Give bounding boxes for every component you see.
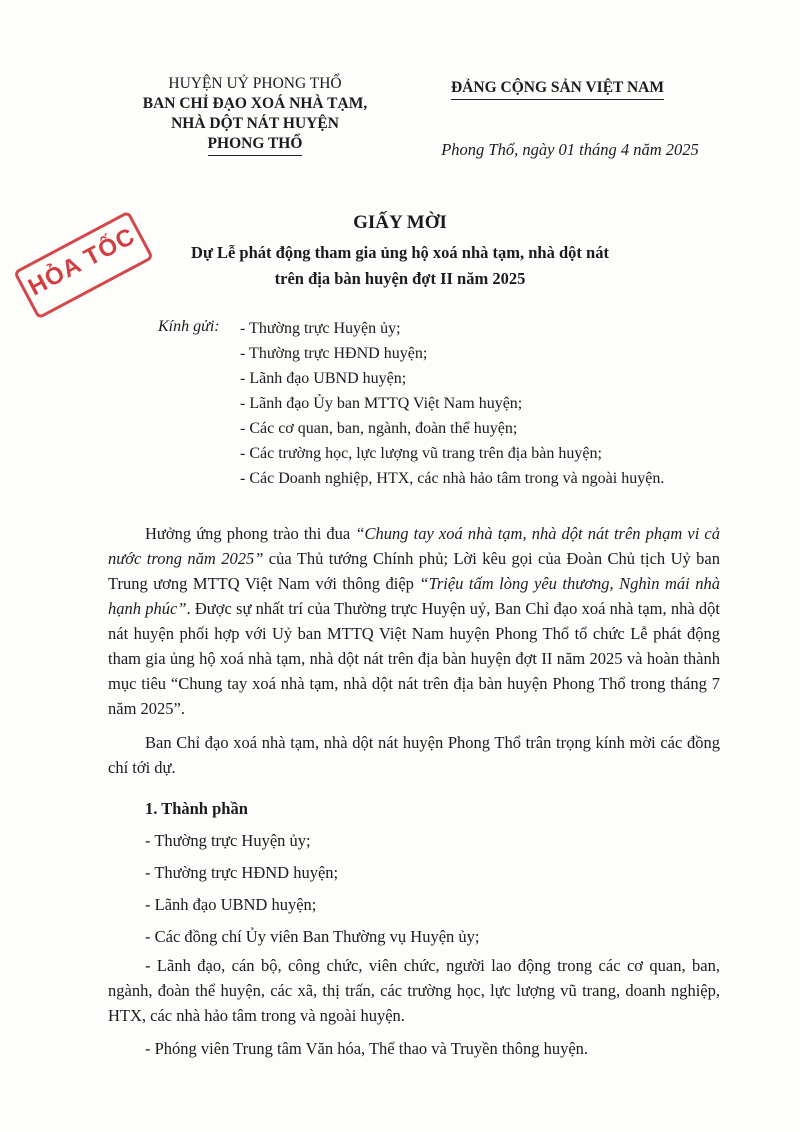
party-name: ĐẢNG CỘNG SẢN VIỆT NAM (451, 79, 664, 100)
recipients-label: Kính gửi: (158, 318, 220, 335)
body-paragraph-1: Hưởng ứng phong trào thi đua “Chung tay xoá nhà tạm, nhà dột nát trên phạm vi cả nước trong năm 2025” của Thủ tướng Chính phủ; Lời kêu gọi của Đoàn Chủ tịch Uỷ ban Trung ương MTTQ Việt Nam với thông điệp “Triệu tấm lòng yêu thương, Nghìn mái nhà hạnh phúc”. Được sự nhất trí của Thường trực Huyện uỷ, Ban Chỉ đạo xoá nhà tạm, nhà dột nát huyện phối hợp với Uỷ ban MTTQ Việt Nam huyện Phong Thổ tổ chức Lễ phát động tham gia ủng hộ xoá nhà tạm, nhà dột nát trên địa bàn huyện đợt II năm 2025 và hoàn thành mục tiêu “Chung tay xoá nhà tạm, nhà dột nát trên địa bàn huyện Phong Thổ trong tháng 7 năm 2025”. (108, 524, 721, 718)
message-quote: “Triệu tấm lòng yêu thương, Nghìn mái nhà hạnh phúc” (108, 574, 721, 618)
participant-paragraph: - Lãnh đạo, cán bộ, công chức, viên chức, người lao động trong các cơ quan, ban, ngành, đoàn thể huyện, các xã, thị trấn, các trường học, lực lượng vũ trang, doanh nghiệp, HTX, các nhà hảo tâm trong và ngoài huyện. (108, 956, 720, 1025)
issuer-header (110, 74, 400, 156)
campaign-quote: “Chung tay xoá nhà tạm, nhà dột nát trên phạm vi cả nước trong năm 2025” (108, 524, 720, 568)
body-paragraph-2: Ban Chỉ đạo xoá nhà tạm, nhà dột nát huyện Phong Thổ trân trọng kính mời các đồng chí tới dự. (108, 733, 720, 777)
participant-item: - Thường trực HĐND huyện; (145, 863, 339, 882)
invitation-body (108, 521, 720, 780)
recipient-item: - Lãnh đạo UBND huyện; (240, 370, 407, 387)
issuer-board-line3: PHONG THỔ (208, 134, 303, 156)
recipient-item: - Các trường học, lực lượng vũ trang trên địa bàn huyện; (240, 445, 602, 462)
recipient-item: - Lãnh đạo Ủy ban MTTQ Việt Nam huyện; (240, 395, 523, 412)
issuer-board-line2: NHÀ DỘT NÁT HUYỆN (171, 115, 339, 132)
participant-item: - Lãnh đạo UBND huyện; (145, 895, 317, 914)
participant-item: - Thường trực Huyện ủy; (145, 831, 311, 850)
participant-paragraph: - Phóng viên Trung tâm Văn hóa, Thể thao và Truyền thông huyện. (145, 1039, 589, 1058)
issuer-party-committee: HUYỆN UỶ PHONG THỔ (168, 75, 342, 92)
section-heading: 1. Thành phần (145, 799, 248, 818)
recipient-item: - Các cơ quan, ban, ngành, đoàn thể huyện; (240, 420, 518, 437)
issue-date: Phong Thổ, ngày 01 tháng 4 năm 2025 (441, 140, 699, 159)
recipients-list (240, 318, 664, 493)
recipient-item: - Thường trực HĐND huyện; (240, 345, 428, 362)
document-title: GIẤY MỜI (353, 212, 447, 233)
party-header (420, 79, 695, 100)
participant-item: - Các đồng chí Ủy viên Ban Thường vụ Huyện ủy; (145, 927, 480, 946)
recipient-item: - Thường trực Huyện ủy; (240, 320, 401, 337)
recipient-item: - Các Doanh nghiệp, HTX, các nhà hảo tâm trong và ngoài huyện. (240, 470, 665, 487)
document-subtitle (130, 240, 670, 292)
issuer-board-line1: BAN CHỈ ĐẠO XOÁ NHÀ TẠM, (142, 95, 368, 112)
subtitle-line2: trên địa bàn huyện đợt II năm 2025 (274, 269, 526, 288)
subtitle-line1: Dự Lễ phát động tham gia ủng hộ xoá nhà tạm, nhà dột nát (191, 243, 609, 262)
urgent-stamp-text: HỎA TỐC (23, 222, 140, 302)
